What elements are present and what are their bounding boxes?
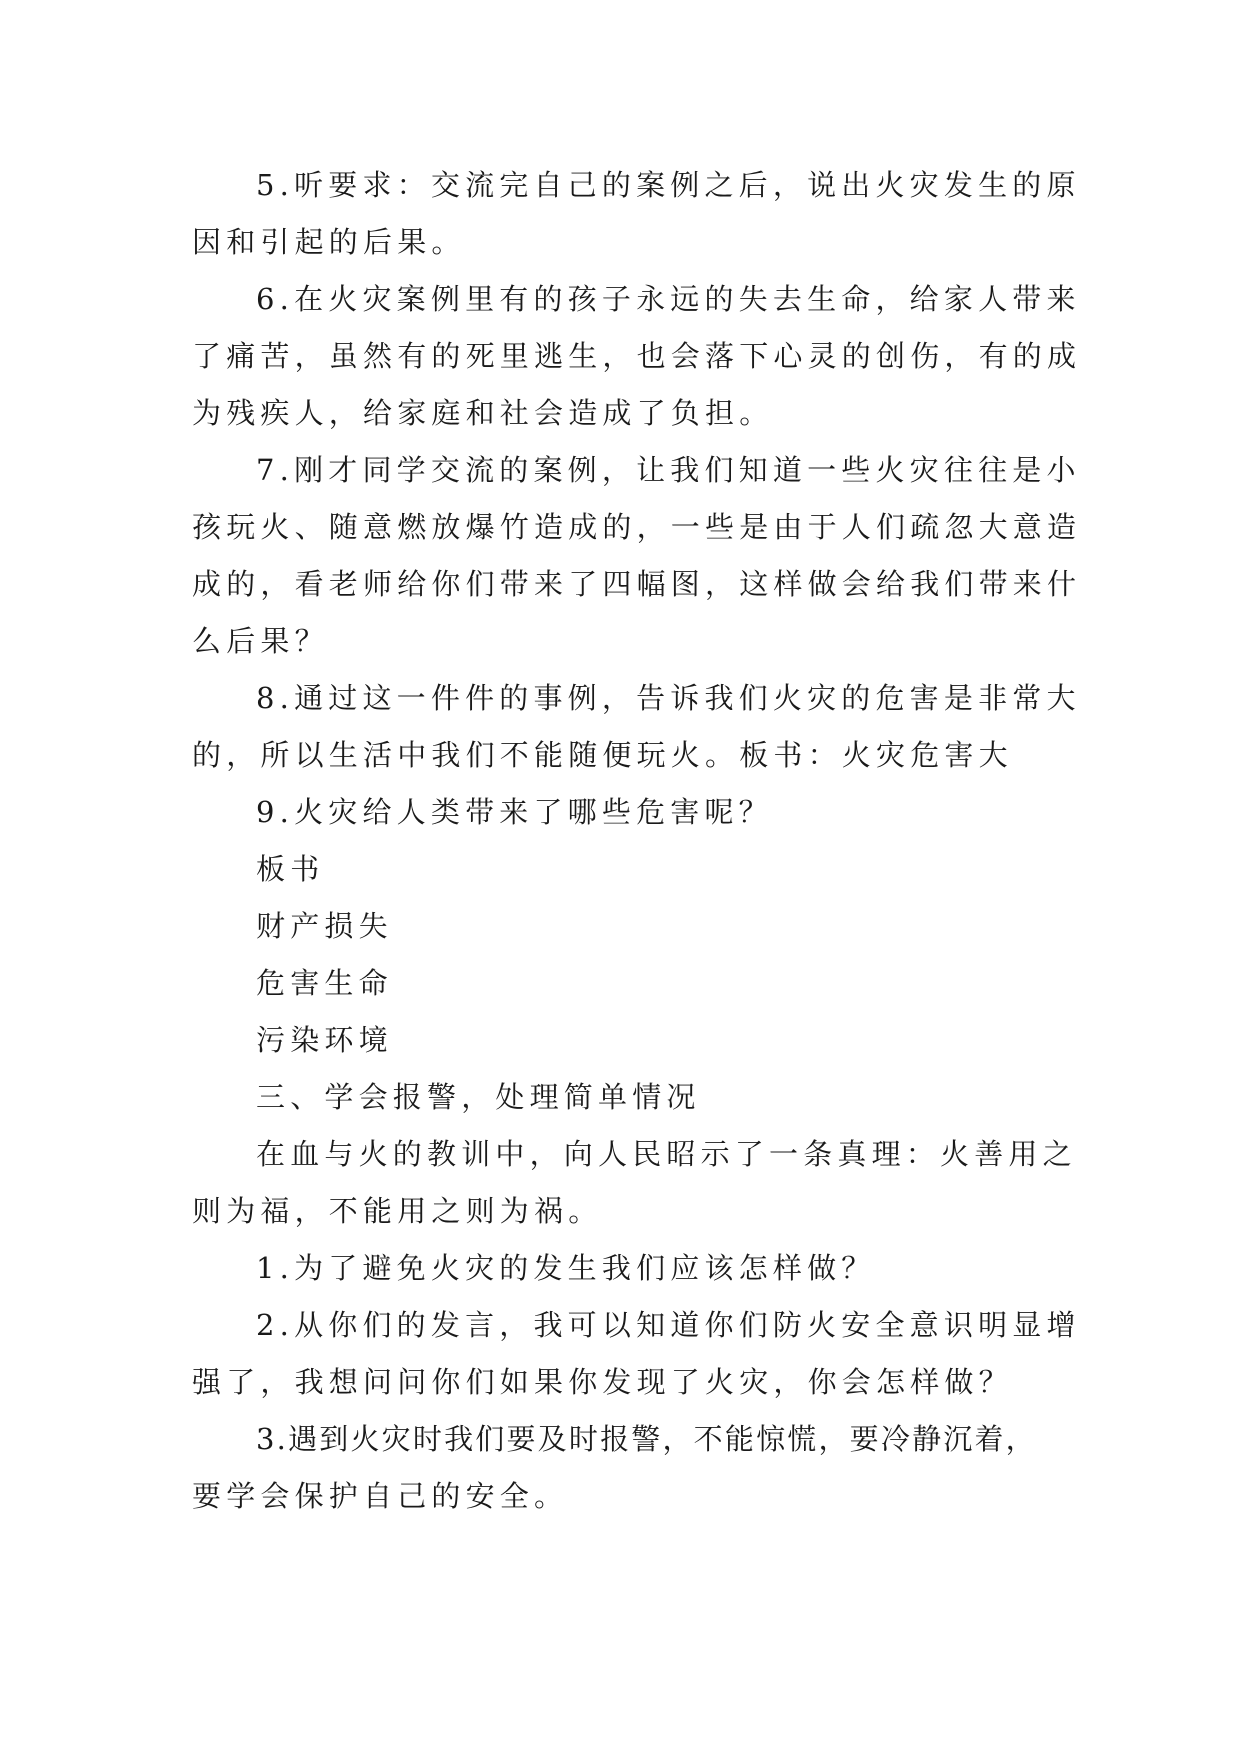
paragraph-line: 在血与火的教训中，向人民昭示了一条真理：火善用之 xyxy=(256,1137,1077,1171)
paragraph-line: 么后果？ xyxy=(192,624,329,658)
paragraph-line: 财产损失 xyxy=(256,909,393,943)
paragraph-line: 3.遇到火灾时我们要及时报警，不能惊慌，要冷静沉着， xyxy=(256,1422,1037,1456)
section-heading: 三、学会报警，处理简单情况 xyxy=(256,1080,701,1114)
paragraph-line: 7.刚才同学交流的案例，让我们知道一些火灾往往是小 xyxy=(256,453,1081,487)
paragraph-line: 5.听要求：交流完自己的案例之后，说出火灾发生的原 xyxy=(256,168,1081,202)
paragraph-line: 了痛苦，虽然有的死里逃生，也会落下心灵的创伤，有的成 xyxy=(192,339,1082,373)
paragraph-line: 成的，看老师给你们带来了四幅图，这样做会给我们带来什 xyxy=(192,567,1082,601)
paragraph-line: 的，所以生活中我们不能随便玩火。板书：火灾危害大 xyxy=(192,738,1013,772)
paragraph-line: 2.从你们的发言，我可以知道你们防火安全意识明显增 xyxy=(256,1308,1081,1342)
paragraph-line: 1.为了避免火灾的发生我们应该怎样做？ xyxy=(256,1251,876,1285)
paragraph-line: 6.在火灾案例里有的孩子永远的失去生命，给家人带来 xyxy=(256,282,1081,316)
paragraph-line: 8.通过这一件件的事例，告诉我们火灾的危害是非常大 xyxy=(256,681,1081,715)
paragraph-line: 孩玩火、随意燃放爆竹造成的，一些是由于人们疏忽大意造 xyxy=(192,510,1082,544)
paragraph-line: 因和引起的后果。 xyxy=(192,225,466,259)
paragraph-line: 板书 xyxy=(256,852,325,886)
paragraph-line: 危害生命 xyxy=(256,966,393,1000)
paragraph-line: 9.火灾给人类带来了哪些危害呢？ xyxy=(256,795,773,829)
paragraph-line: 则为福，不能用之则为祸。 xyxy=(192,1194,603,1228)
paragraph-line: 为残疾人，给家庭和社会造成了负担。 xyxy=(192,396,774,430)
paragraph-line: 污染环境 xyxy=(256,1023,393,1057)
paragraph-line: 强了，我想问问你们如果你发现了火灾，你会怎样做？ xyxy=(192,1365,1013,1399)
paragraph-line: 要学会保护自己的安全。 xyxy=(192,1479,569,1513)
